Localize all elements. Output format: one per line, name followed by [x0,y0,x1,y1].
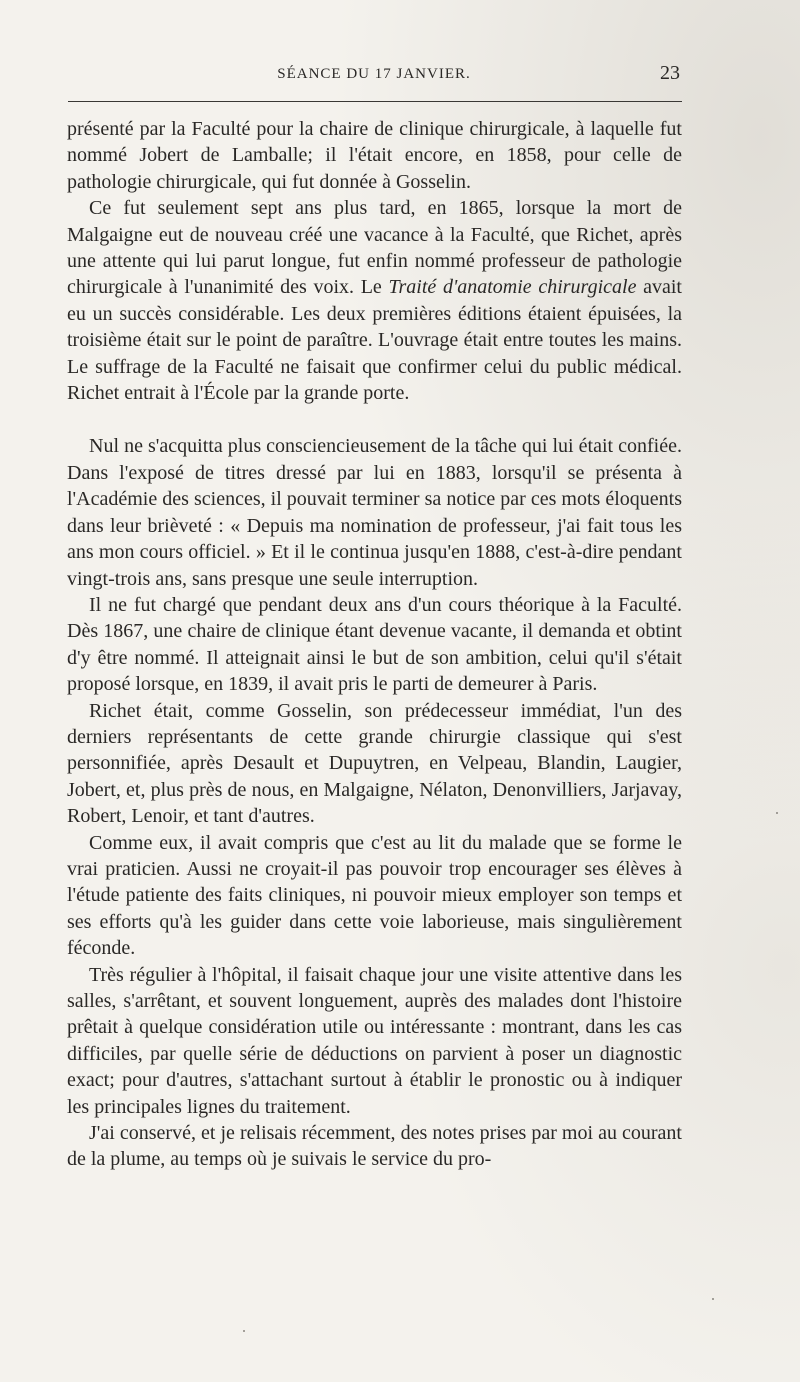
paragraph-2-end: avait eu un succès considérable. Les deux premières éditions étaient épuisées, la troisième était sur le point de paraître. L'ouvrage était entre toutes les mains. Le suffrage de la Faculté ne faisait que confirmer celui du public médical. Richet entrait à l'École par la grande porte. [67,276,682,405]
paragraph-6: Comme eux, il avait compris que c'est au lit du malade que se forme le vrai praticien. Aussi ne croyait-il pas pouvoir trop encourager ses élèves à l'étude patiente des faits cliniques, ni pouvoir mieux employer son temps et ses efforts qu'à les guider dans cette voie laborieuse, mais singulièrement féconde. [67,831,682,960]
running-title: SÉANCE DU 17 JANVIER. [277,66,471,82]
paper-speck [776,812,778,814]
book-title-italic: Traité d'anatomie chirurgicale [388,276,637,299]
paper-speck [243,1330,245,1332]
header-rule [68,101,682,102]
paragraph-3: Nul ne s'acquitta plus consciencieusement de la tâche qui lui était confiée. Dans l'exposé de titres dressé par lui en 1883, lorsqu'il se présenta à l'Académie des sciences, il pouvait terminer sa notice par ces mots éloquents dans leur brièveté : « Depuis ma nomination de professeur, j'ai fait tous les ans mon cours officiel. » Et il le continua jusqu'en 1888, c'est-à-dire pendant vingt-trois ans, sans presque une seule interruption. [67,435,682,590]
paragraph-8: J'ai conservé, et je relisais récemment, des notes prises par moi au courant de la plume, au temps où je suivais le service du pro- [67,1122,682,1171]
running-head [68,62,680,92]
page-number: 23 [660,62,680,84]
paragraph-2 [67,195,682,406]
paragraph-7: Très régulier à l'hôpital, il faisait chaque jour une visite attentive dans les salles, s'arrêtant, et souvent longuement, auprès des malades dont l'histoire prêtait à quelque considération utile ou intéressante : montrant, dans les cas difficiles, par quelle série de déductions on parvient à poser un diagnostic exact; pour d'autres, s'attachant surtout à établir le pronostic ou à indiquer les principales lignes du traitement. [67,963,682,1118]
paragraph-2-start: Ce fut seulement sept ans plus tard, en 1865, lorsque la mort de Malgaigne eut de nouveau créé une vacance à la Faculté, que Richet, après une attente qui lui parut longue, fut enfin nommé professeur de pathologie chirurgicale à l'unanimité des voix. Le [67,197,682,299]
paragraph-4: Il ne fut chargé que pendant deux ans d'un cours théorique à la Faculté. Dès 1867, une chaire de clinique étant devenue vacante, il demanda et obtint d'y être nommé. Il atteignait ainsi le but de son ambition, celui qu'il s'était proposé lorsque, en 1839, il avait pris le parti de demeurer à Paris. [67,593,682,696]
paper-speck [712,1298,714,1300]
body-text [67,116,682,1173]
paragraph-5: Richet était, comme Gosselin, son prédecesseur immédiat, l'un des derniers représentants de cette grande chirurgie classique qui s'est personnifiée, après Desault et Dupuytren, en Velpeau, Blandin, Laugier, Jobert, et, plus près de nous, en Malgaigne, Nélaton, Denonvilliers, Jarjavay, Robert, Lenoir, et tant d'autres. [67,699,682,828]
paragraph-1: présenté par la Faculté pour la chaire de clinique chirurgicale, à laquelle fut nommé Jobert de Lamballe; il l'était encore, en 1858, pour celle de pathologie chirurgicale, qui fut donnée à Gosselin. [67,118,682,193]
